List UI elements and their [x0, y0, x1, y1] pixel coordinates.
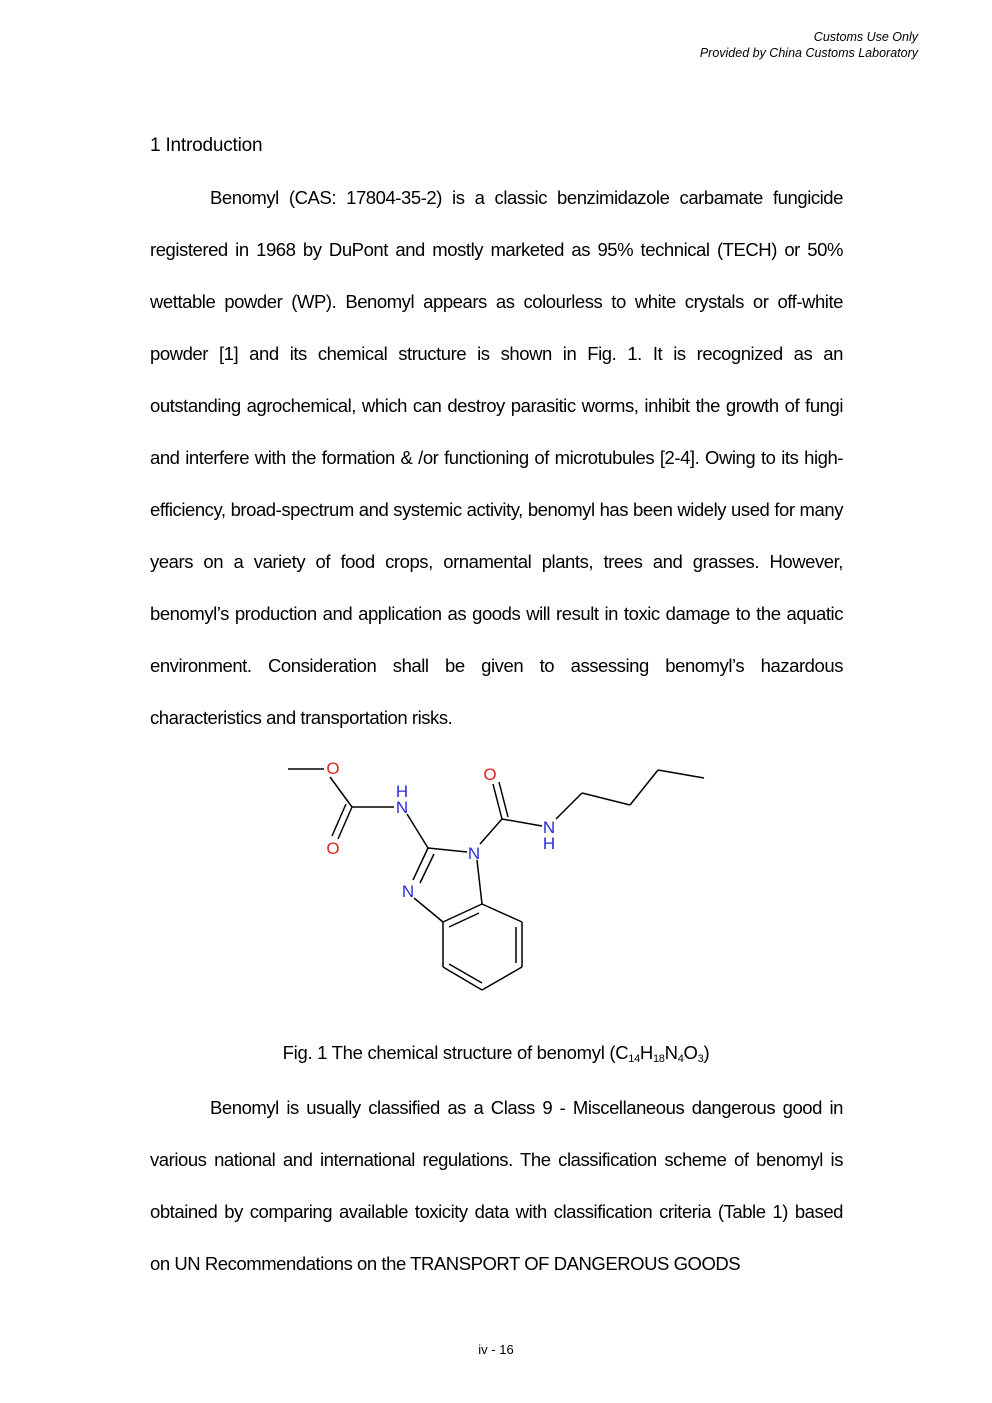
bond-c3a-c7a — [443, 904, 482, 922]
atom-o-carbonyl-right: O — [483, 765, 497, 784]
benomyl-structure-figure — [280, 752, 710, 1002]
bond-butyl-1 — [556, 793, 582, 819]
bond-ring-4 — [443, 967, 482, 990]
bond-c2-n1 — [428, 848, 467, 852]
page-header — [700, 29, 918, 61]
formula-c: C — [615, 1042, 629, 1063]
bond-ring-3 — [482, 967, 522, 990]
page-number: iv - 16 — [478, 1342, 514, 1357]
bond-n1-c7a — [477, 860, 482, 904]
formula-h: H — [639, 1042, 653, 1063]
formula-c-count: 14 — [628, 1053, 640, 1065]
atom-n-ring-left: N — [401, 882, 415, 901]
bond-ring-6-inner — [449, 913, 479, 927]
bond-o-c — [330, 777, 352, 807]
atom-o-carbonyl-left: O — [326, 839, 340, 858]
header-provider: Provided by China Customs Laboratory — [699, 46, 918, 60]
bond-nh-c2 — [407, 814, 428, 848]
formula-n: N — [664, 1042, 678, 1063]
bond-c-o-double-1 — [338, 807, 352, 839]
paragraph-intro — [150, 172, 843, 744]
atom-o-methoxy: O — [326, 759, 340, 778]
formula-o: O — [683, 1042, 698, 1063]
formula-o-count: 3 — [697, 1053, 704, 1065]
atom-h-amide-right: H — [542, 834, 556, 853]
bond-c2-n3-2 — [420, 854, 434, 883]
atom-h-amide-left: H — [395, 782, 409, 801]
atom-labels — [326, 759, 555, 901]
bond-butyl-4 — [658, 770, 704, 778]
paragraph-intro-text: Benomyl (CAS: 17804-35-2) is a classic benzimidazole carbamate fungicide registered in 1968 by DuPont and mostly marketed as 95% technical (TECH) or 50% wettable powder (WP). Benomyl appears as colourless to white crystals or off-white powder [1] and its chemical structure is shown in Fig. 1. It is recognized as an outstanding agrochemical, which can destroy parasitic worms, inhibit the growth of fungi and interfere with the formation & /or functioning of microtubules [2-4]. Owing to its high-efficiency, broad-spectrum and systemic activity, benomyl has been widely used for many years on a variety of food crops, ornamental plants, trees and grasses. However, benomyl’s production and application as goods will result in toxic damage to the aquatic environment. Consideration shall be given to assessing benomyl’s hazardous characteristics and transportation risks. — [150, 187, 843, 728]
caption-suffix: ) — [703, 1042, 710, 1063]
bond-n3-c3a — [414, 898, 443, 922]
paragraph-classification-text: Benomyl is usually classified as a Class 9 - Miscellaneous dangerous good in various national and international regulations. The classification scheme of benomyl is obtained by comparing available toxicity data with classification criteria (Table 1) based on UN Recommendations on the TRANSPORT OF DANGEROUS GOODS — [150, 1097, 843, 1274]
atom-n-amide-left: N — [395, 798, 409, 817]
paragraph-classification — [150, 1082, 843, 1290]
bond-butyl-3 — [630, 770, 658, 805]
bond-ring-1 — [482, 904, 522, 922]
bond-c2-n3-1 — [413, 848, 428, 880]
atom-n-ring-top: N — [467, 844, 481, 863]
benomyl-structure-diagram — [280, 752, 710, 1002]
bond-camide-nh — [502, 819, 542, 826]
bonds — [288, 769, 704, 990]
atom-n-amide-right: N — [542, 818, 556, 837]
bond-c-o-double-2 — [332, 804, 346, 836]
bond-butyl-2 — [582, 793, 630, 805]
bond-n1-camide — [480, 819, 502, 844]
formula-n-count: 4 — [677, 1053, 684, 1065]
figure-caption — [0, 1042, 992, 1065]
formula-h-count: 18 — [652, 1053, 665, 1065]
header-customs-use: Customs Use Only — [813, 30, 918, 44]
caption-prefix: Fig. 1 The chemical structure of benomyl ( — [282, 1042, 616, 1063]
section-title: 1 Introduction — [150, 135, 263, 156]
